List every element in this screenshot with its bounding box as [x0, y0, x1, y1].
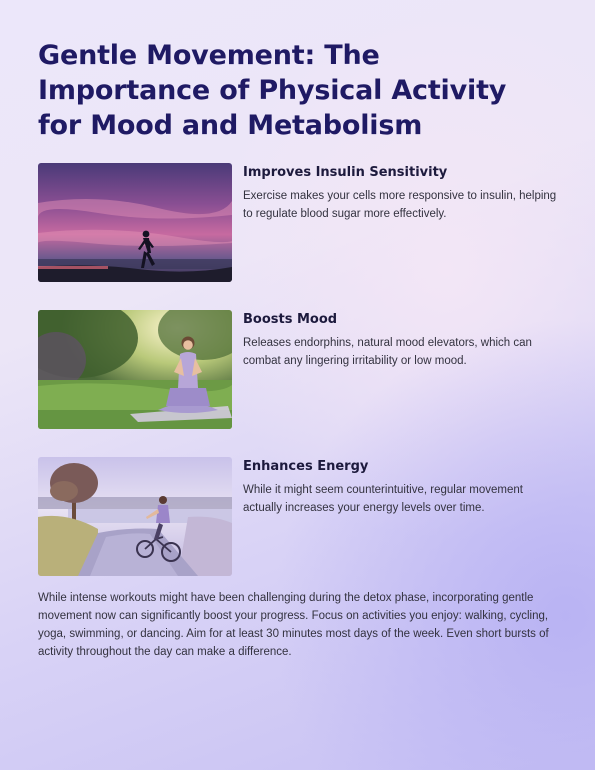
feature-description: While it might seem counterintuitive, regular movement actually increases your energy levels over time.: [243, 484, 523, 514]
page-title: Gentle Movement: The Importance of Physical Activity for Mood and Metabolism: [38, 40, 507, 141]
page: [38, 38, 563, 658]
cycling-path-image: [38, 457, 232, 576]
body-paragraph: While intense workouts might have been challenging during the detox phase, incorporating gentle movement now can significantly boost your progress. Focus on activities you enjoy: walking, cycling, yoga, swimming, or dancing. Aim for at least 30 minutes most days of the week. Even short bursts of activity throughout the day can make a difference.: [38, 592, 549, 658]
feature-description: Exercise makes your cells more responsive to insulin, helping to regulate blood sugar more effectively.: [243, 190, 557, 220]
park-meditation-image: [38, 310, 232, 429]
feature-heading: Improves Insulin Sensitivity: [243, 165, 448, 180]
feature-heading: Enhances Energy: [243, 459, 369, 474]
feature-description: Releases endorphins, natural mood elevators, which can combat any lingering irritability or low mood.: [243, 337, 532, 367]
feature-enhances-energy: [38, 457, 563, 576]
feature-heading: Boosts Mood: [243, 312, 338, 327]
sunset-runner-image: [38, 163, 232, 282]
feature-insulin-sensitivity: [38, 163, 563, 282]
feature-boosts-mood: [38, 310, 563, 429]
